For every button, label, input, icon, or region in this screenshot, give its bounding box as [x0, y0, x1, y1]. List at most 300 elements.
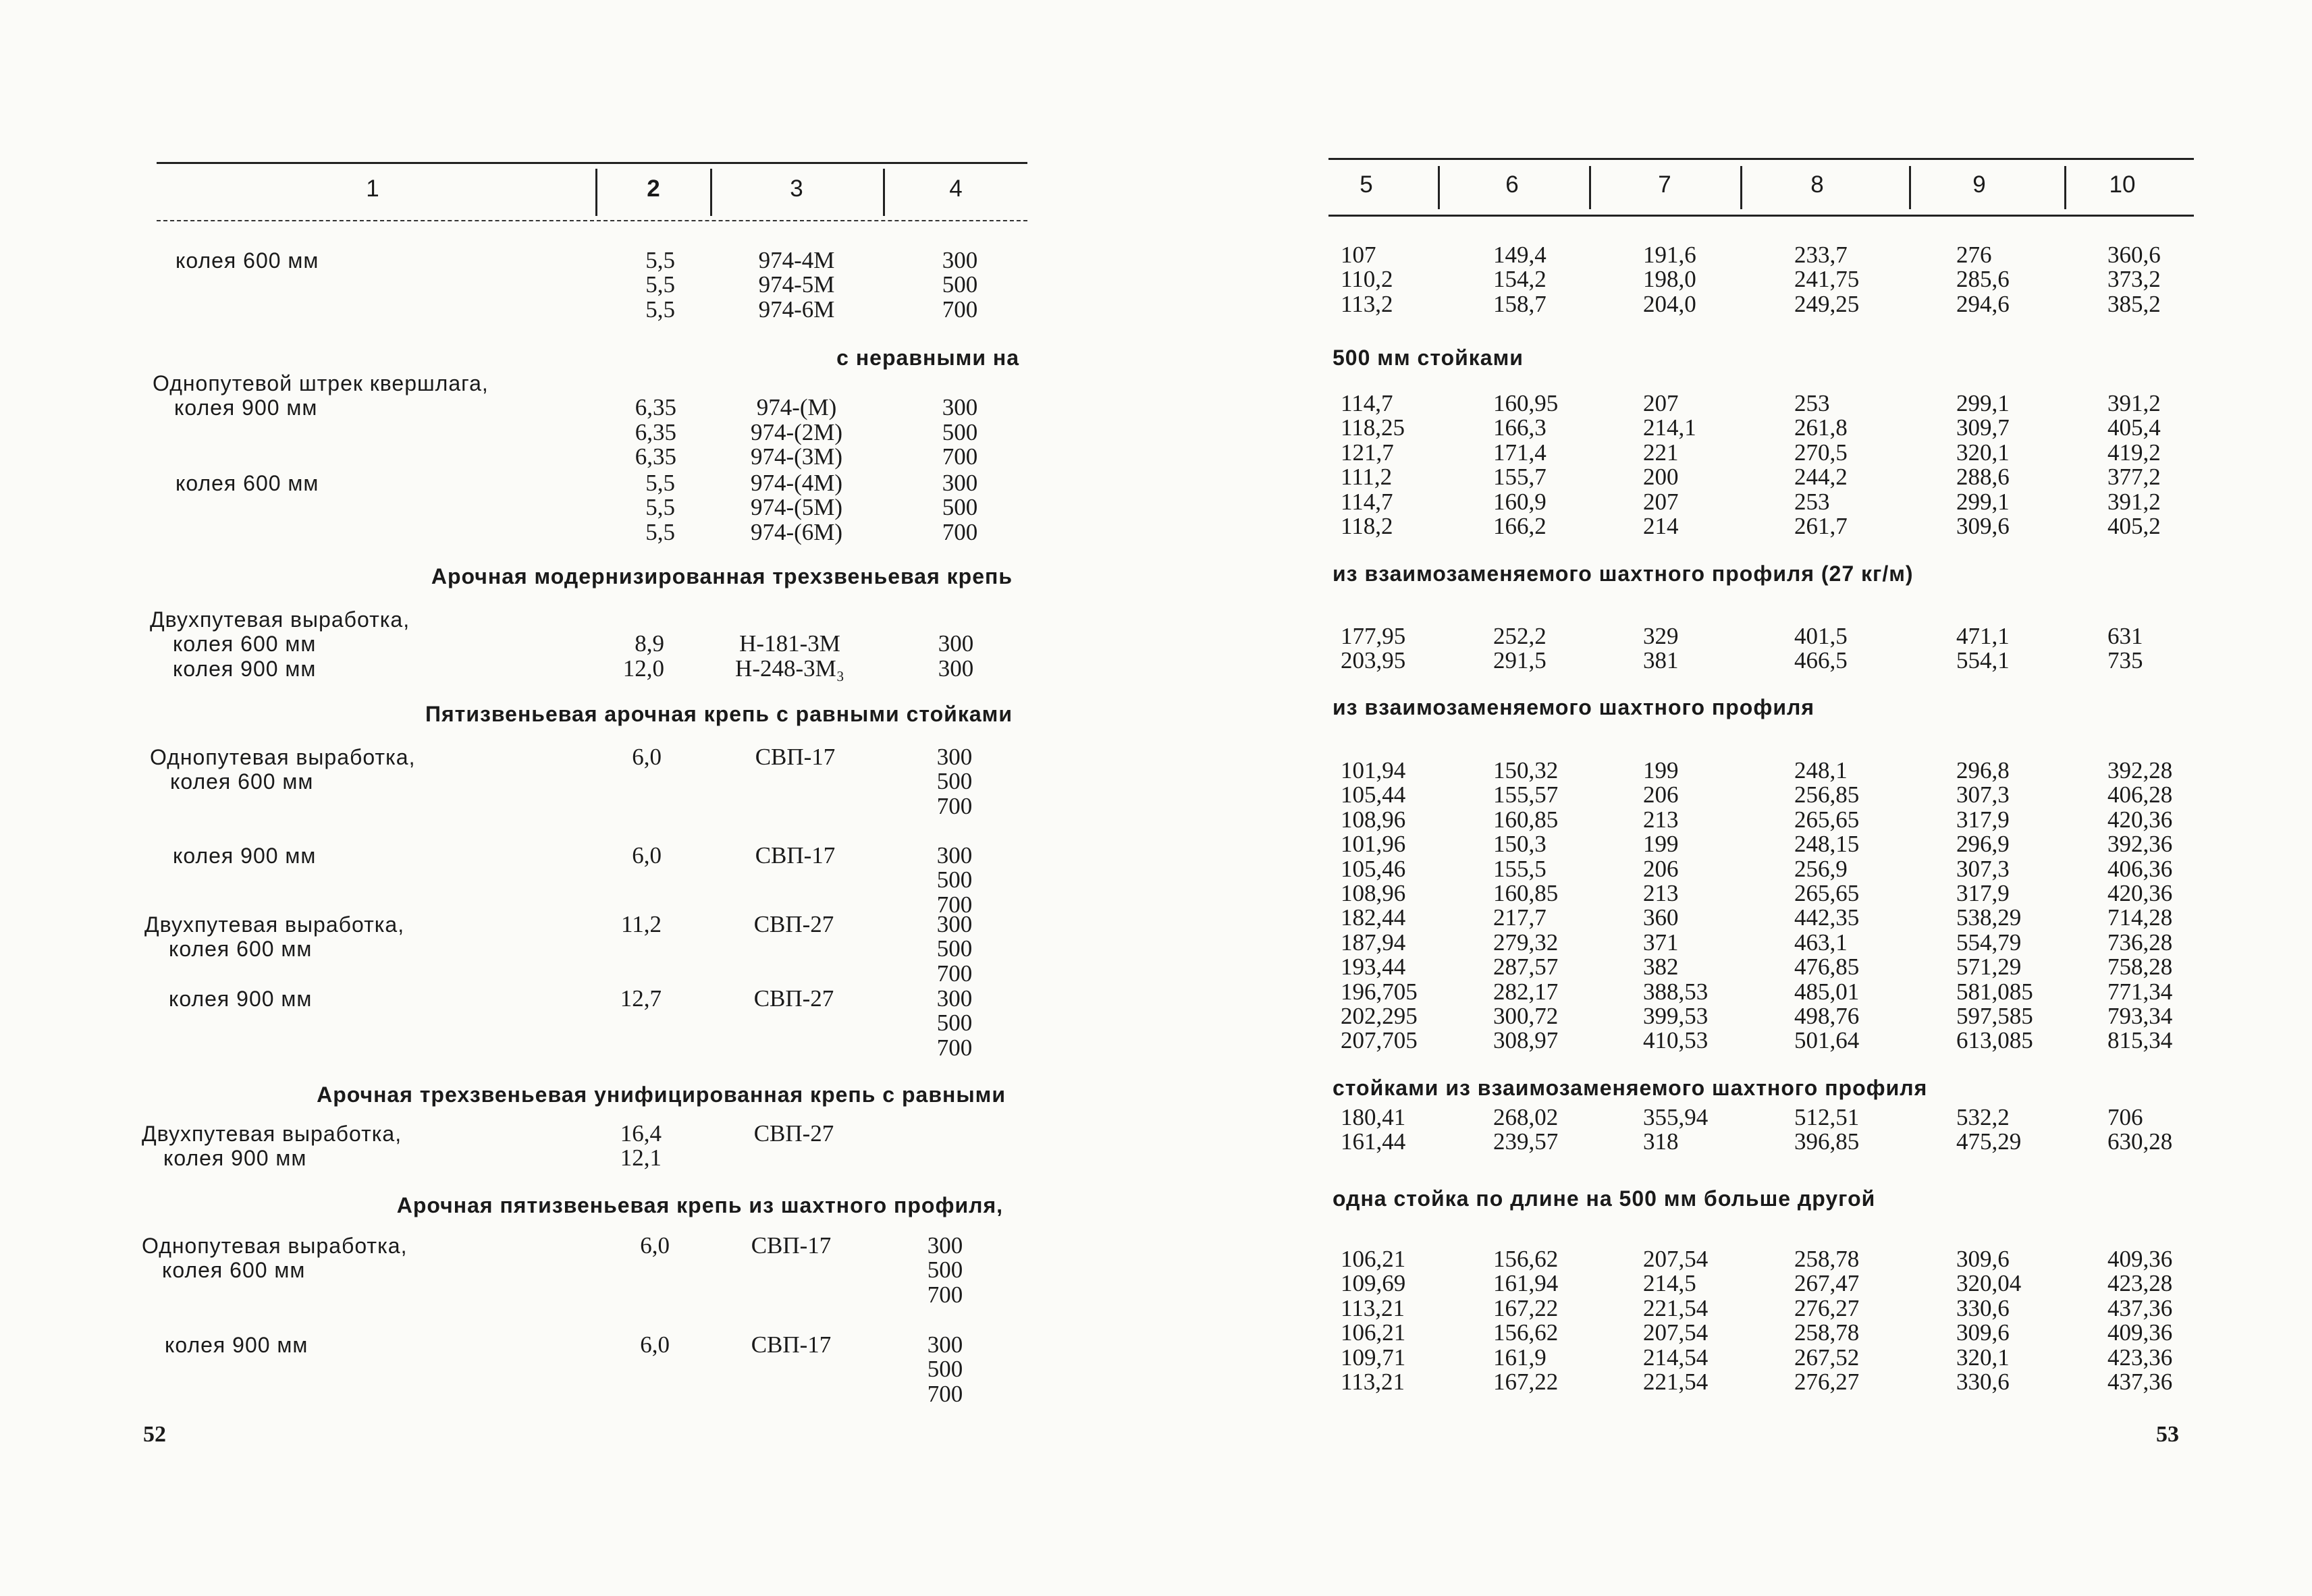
- table-cell: 221: [1643, 439, 1679, 466]
- page-number: 53: [2156, 1422, 2179, 1447]
- table-cell: 308,97: [1493, 1027, 1559, 1054]
- cell-col4: 700: [936, 792, 973, 819]
- table-cell: 329: [1643, 623, 1679, 649]
- table-cell: 160,9: [1493, 488, 1547, 515]
- cell-col2: 6,0: [640, 1331, 670, 1358]
- table-cell: 113,21: [1341, 1294, 1405, 1321]
- table-cell: 241,75: [1794, 266, 1860, 293]
- table-cell: 282,17: [1493, 978, 1559, 1005]
- cell-col4: 700: [936, 1034, 973, 1061]
- cell-col4: 300: [936, 985, 973, 1012]
- header-divider: [2064, 166, 2066, 209]
- table-cell: 296,9: [1956, 831, 2010, 858]
- table-cell: 199: [1643, 831, 1679, 858]
- table-cell: 268,02: [1493, 1104, 1559, 1130]
- table-cell: 253: [1794, 488, 1830, 515]
- table-cell: 256,85: [1794, 781, 1860, 808]
- table-cell: 382: [1643, 954, 1679, 981]
- row-label: колея 900 мм: [165, 1333, 308, 1357]
- column-header: 5: [1360, 171, 1373, 198]
- table-cell: 114,7: [1341, 488, 1393, 515]
- table-cell: 270,5: [1794, 439, 1848, 466]
- section-caption: Арочная модернизированная трехзвеньевая крепь: [431, 564, 1013, 588]
- table-cell: 288,6: [1956, 464, 2010, 491]
- table-cell: 381: [1643, 647, 1679, 674]
- table-cell: 118,2: [1341, 513, 1393, 539]
- header-top-rule: [157, 162, 1027, 164]
- table-cell: 198,0: [1643, 266, 1696, 293]
- cell-col3: СВП-27: [753, 985, 834, 1012]
- row-label: Двухпутевая выработка,: [150, 607, 410, 632]
- cell-col3: 974-6М: [758, 296, 835, 323]
- cell-col4: 300: [938, 655, 974, 682]
- table-cell: 207: [1643, 488, 1679, 515]
- table-cell: 501,64: [1794, 1027, 1860, 1054]
- cell-col4: 300: [936, 744, 973, 770]
- table-cell: 771,34: [2107, 978, 2173, 1005]
- cell-col4: 300: [936, 911, 973, 937]
- table-cell: 373,2: [2107, 266, 2161, 293]
- table-cell: 248,15: [1794, 831, 1860, 858]
- table-cell: 150,3: [1493, 831, 1547, 858]
- cell-col4: 300: [927, 1232, 963, 1259]
- table-cell: 538,29: [1956, 904, 2022, 931]
- cell-col2: 12,7: [620, 985, 662, 1012]
- table-cell: 630,28: [2107, 1128, 2173, 1155]
- table-cell: 317,9: [1956, 880, 2010, 906]
- table-cell: 309,7: [1956, 414, 2010, 441]
- row-label: Двухпутевая выработка,: [142, 1122, 402, 1146]
- table-cell: 108,96: [1341, 806, 1406, 833]
- table-cell: 409,36: [2107, 1319, 2173, 1346]
- table-cell: 419,2: [2107, 439, 2161, 466]
- table-cell: 155,7: [1493, 464, 1547, 491]
- table-cell: 105,44: [1341, 781, 1406, 808]
- table-cell: 167,22: [1493, 1294, 1559, 1321]
- table-cell: 265,65: [1794, 806, 1860, 833]
- table-cell: 213: [1643, 880, 1679, 906]
- table-cell: 111,2: [1341, 464, 1393, 491]
- row-label: колея 600 мм: [176, 471, 319, 495]
- table-cell: 154,2: [1493, 266, 1547, 293]
- table-cell: 471,1: [1956, 623, 2010, 649]
- row-label: Однопутевая выработка,: [142, 1234, 408, 1258]
- table-cell: 299,1: [1956, 390, 2010, 416]
- cell-col2: 5,5: [645, 296, 675, 323]
- cell-col3: СВП-17: [751, 1331, 832, 1358]
- table-cell: 392,36: [2107, 831, 2173, 858]
- cell-col4: 300: [942, 247, 978, 273]
- cell-col2: 5,5: [645, 470, 675, 496]
- table-cell: 166,2: [1493, 513, 1547, 539]
- table-cell: 317,9: [1956, 806, 2010, 833]
- cell-col2: 12,1: [620, 1145, 662, 1172]
- table-cell: 118,25: [1341, 414, 1405, 441]
- cell-col3: Н-181-3М: [739, 630, 840, 657]
- table-cell: 113,21: [1341, 1369, 1405, 1395]
- table-cell: 109,71: [1341, 1344, 1406, 1371]
- cell-col4: 300: [942, 394, 978, 421]
- table-cell: 221,54: [1643, 1369, 1709, 1395]
- table-cell: 309,6: [1956, 1319, 2010, 1346]
- table-cell: 391,2: [2107, 390, 2161, 416]
- table-cell: 261,8: [1794, 414, 1848, 441]
- cell-col2: 16,4: [620, 1120, 662, 1147]
- table-cell: 221,54: [1643, 1294, 1709, 1321]
- table-cell: 156,62: [1493, 1319, 1559, 1346]
- table-cell: 156,62: [1493, 1246, 1559, 1272]
- table-cell: 793,34: [2107, 1003, 2173, 1029]
- cell-col3: СВП-17: [755, 744, 836, 770]
- column-header: 4: [949, 175, 963, 202]
- table-cell: 307,3: [1956, 781, 2010, 808]
- table-cell: 187,94: [1341, 929, 1406, 956]
- cell-col2: 12,0: [622, 655, 664, 682]
- table-cell: 214,5: [1643, 1270, 1696, 1297]
- cell-col2: 6,0: [632, 842, 662, 869]
- table-cell: 423,28: [2107, 1270, 2173, 1297]
- section-caption: стойками из взаимозаменяемого шахтного профиля: [1333, 1076, 1928, 1100]
- section-caption: Пятизвеньевая арочная крепь с равными стойками: [425, 702, 1013, 726]
- table-cell: 110,2: [1341, 266, 1393, 293]
- table-cell: 476,85: [1794, 954, 1860, 981]
- column-header: 6: [1505, 171, 1519, 198]
- table-cell: 149,4: [1493, 242, 1547, 268]
- table-cell: 113,2: [1341, 290, 1393, 317]
- table-cell: 233,7: [1794, 242, 1848, 268]
- header-top-rule: [1328, 158, 2194, 160]
- cell-col4: 500: [927, 1356, 963, 1383]
- table-cell: 706: [2107, 1104, 2143, 1130]
- table-cell: 285,6: [1956, 266, 2010, 293]
- table-cell: 180,41: [1341, 1104, 1406, 1130]
- table-cell: 758,28: [2107, 954, 2173, 981]
- table-cell: 258,78: [1794, 1246, 1860, 1272]
- table-cell: 202,295: [1341, 1003, 1418, 1029]
- table-cell: 405,4: [2107, 414, 2161, 441]
- cell-col4: 300: [936, 842, 973, 869]
- row-label: Однопутевой штрек квершлага,: [153, 371, 489, 395]
- header-divider: [595, 169, 597, 216]
- cell-col2: 5,5: [645, 518, 675, 545]
- cell-col3: 974-(6М): [750, 518, 843, 545]
- table-cell: 532,2: [1956, 1104, 2010, 1130]
- table-cell: 309,6: [1956, 513, 2010, 539]
- table-cell: 320,1: [1956, 439, 2010, 466]
- table-cell: 101,96: [1341, 831, 1406, 858]
- table-cell: 736,28: [2107, 929, 2173, 956]
- cell-col4: 700: [927, 1281, 963, 1308]
- table-cell: 160,95: [1493, 390, 1559, 416]
- table-cell: 108,96: [1341, 880, 1406, 906]
- table-cell: 107: [1341, 242, 1376, 268]
- table-cell: 815,34: [2107, 1027, 2173, 1054]
- row-label: колея 600 мм: [170, 769, 314, 794]
- cell-col2: 11,2: [621, 911, 662, 937]
- table-cell: 309,6: [1956, 1246, 2010, 1272]
- cell-col3: 974-(5М): [750, 494, 843, 521]
- table-cell: 735: [2107, 647, 2143, 674]
- cell-col2: 5,5: [645, 271, 675, 298]
- table-cell: 442,35: [1794, 904, 1860, 931]
- section-caption: из взаимозаменяемого шахтного профиля: [1333, 695, 1814, 719]
- page-number: 52: [143, 1422, 166, 1447]
- cell-col3: 974-(М): [756, 394, 837, 421]
- cell-col4: 700: [936, 960, 973, 987]
- table-cell: 150,32: [1493, 757, 1559, 783]
- right-page: [1156, 0, 2312, 1596]
- table-cell: 320,1: [1956, 1344, 2010, 1371]
- cell-col3: 974-(3М): [750, 443, 843, 470]
- table-cell: 258,78: [1794, 1319, 1860, 1346]
- column-header: 7: [1658, 171, 1671, 198]
- table-cell: 330,6: [1956, 1294, 2010, 1321]
- table-cell: 252,2: [1493, 623, 1547, 649]
- cell-col3: СВП-27: [753, 1120, 834, 1147]
- table-cell: 207,54: [1643, 1319, 1709, 1346]
- cell-col4: 500: [936, 866, 973, 893]
- table-cell: 299,1: [1956, 488, 2010, 515]
- row-label: колея 900 мм: [163, 1146, 307, 1171]
- table-cell: 206: [1643, 781, 1679, 808]
- row-label: колея 900 мм: [173, 844, 317, 868]
- table-cell: 581,085: [1956, 978, 2033, 1005]
- row-label: колея 900 мм: [174, 395, 318, 420]
- column-header: 1: [366, 175, 379, 202]
- table-cell: 287,57: [1493, 954, 1559, 981]
- table-cell: 475,29: [1956, 1128, 2022, 1155]
- cell-col2: 8,9: [635, 630, 664, 657]
- cell-col3: СВП-17: [755, 842, 836, 869]
- table-cell: 320,04: [1956, 1270, 2022, 1297]
- header-divider: [1438, 166, 1440, 209]
- table-cell: 214: [1643, 513, 1679, 539]
- cell-col4: 500: [942, 494, 978, 521]
- table-cell: 463,1: [1794, 929, 1848, 956]
- table-cell: 160,85: [1493, 880, 1559, 906]
- table-cell: 409,36: [2107, 1246, 2173, 1272]
- table-cell: 167,22: [1493, 1369, 1559, 1395]
- table-cell: 101,94: [1341, 757, 1406, 783]
- table-cell: 423,36: [2107, 1344, 2173, 1371]
- table-cell: 267,52: [1794, 1344, 1860, 1371]
- column-header: 8: [1810, 171, 1824, 198]
- table-cell: 437,36: [2107, 1369, 2173, 1395]
- table-cell: 554,1: [1956, 647, 2010, 674]
- column-header: 3: [790, 175, 803, 202]
- table-cell: 109,69: [1341, 1270, 1406, 1297]
- cell-col3: Н-248-3М₃: [735, 655, 844, 682]
- table-cell: 199: [1643, 757, 1679, 783]
- table-cell: 161,94: [1493, 1270, 1559, 1297]
- cell-col4: 500: [927, 1257, 963, 1284]
- header-divider: [883, 169, 885, 216]
- table-cell: 105,46: [1341, 855, 1406, 882]
- table-cell: 294,6: [1956, 290, 2010, 317]
- table-cell: 203,95: [1341, 647, 1406, 674]
- cell-col2: 6,0: [632, 744, 662, 770]
- table-cell: 207,705: [1341, 1027, 1418, 1054]
- cell-col3: 974-(4М): [750, 470, 843, 496]
- table-cell: 200: [1643, 464, 1679, 491]
- table-cell: 244,2: [1794, 464, 1848, 491]
- table-cell: 714,28: [2107, 904, 2173, 931]
- table-cell: 279,32: [1493, 929, 1559, 956]
- table-cell: 207: [1643, 390, 1679, 416]
- table-cell: 261,7: [1794, 513, 1848, 539]
- table-cell: 213: [1643, 806, 1679, 833]
- table-cell: 206: [1643, 855, 1679, 882]
- row-label: колея 600 мм: [162, 1258, 306, 1283]
- table-cell: 256,9: [1794, 855, 1848, 882]
- cell-col2: 5,5: [645, 494, 675, 521]
- table-cell: 406,36: [2107, 855, 2173, 882]
- cell-col4: 700: [942, 518, 978, 545]
- table-cell: 355,94: [1643, 1104, 1709, 1130]
- table-cell: 214,1: [1643, 414, 1696, 441]
- row-label: колея 600 мм: [169, 937, 313, 962]
- table-cell: 276: [1956, 242, 1992, 268]
- table-cell: 161,44: [1341, 1128, 1406, 1155]
- cell-col4: 300: [938, 630, 974, 657]
- cell-col2: 5,5: [645, 247, 675, 273]
- cell-col3: СВП-27: [753, 911, 834, 937]
- section-caption: Арочная трехзвеньевая унифицированная крепь с равными: [317, 1082, 1006, 1107]
- table-cell: 193,44: [1341, 954, 1406, 981]
- table-cell: 182,44: [1341, 904, 1406, 931]
- table-cell: 300,72: [1493, 1003, 1559, 1029]
- table-cell: 597,585: [1956, 1003, 2033, 1029]
- table-cell: 106,21: [1341, 1246, 1406, 1272]
- header-divider: [1589, 166, 1591, 209]
- table-cell: 276,27: [1794, 1294, 1860, 1321]
- header-divider: [1909, 166, 1911, 209]
- row-label: колея 900 мм: [169, 987, 313, 1011]
- cell-col4: 700: [927, 1380, 963, 1407]
- table-cell: 253: [1794, 390, 1830, 416]
- table-cell: 485,01: [1794, 978, 1860, 1005]
- table-cell: 385,2: [2107, 290, 2161, 317]
- table-cell: 399,53: [1643, 1003, 1709, 1029]
- table-cell: 204,0: [1643, 290, 1696, 317]
- section-caption: Арочная пятизвеньевая крепь из шахтного профиля,: [396, 1193, 1003, 1217]
- table-cell: 155,57: [1493, 781, 1559, 808]
- section-caption: 500 мм стойками: [1333, 346, 1524, 370]
- cell-col3: 974-4М: [758, 247, 835, 273]
- table-cell: 191,6: [1643, 242, 1696, 268]
- header-bottom-rule: [1328, 215, 2194, 217]
- table-cell: 498,76: [1794, 1003, 1860, 1029]
- table-cell: 214,54: [1643, 1344, 1709, 1371]
- table-cell: 466,5: [1794, 647, 1848, 674]
- table-cell: 267,47: [1794, 1270, 1860, 1297]
- table-cell: 177,95: [1341, 623, 1406, 649]
- table-cell: 291,5: [1493, 647, 1547, 674]
- cell-col2: 6,35: [635, 418, 676, 445]
- cell-col4: 300: [942, 470, 978, 496]
- cell-col4: 500: [936, 1010, 973, 1037]
- table-cell: 554,79: [1956, 929, 2022, 956]
- table-cell: 239,57: [1493, 1128, 1559, 1155]
- cell-col2: 6,35: [635, 394, 676, 421]
- column-header: 2: [647, 175, 660, 202]
- cell-col2: 6,35: [635, 443, 676, 470]
- table-cell: 437,36: [2107, 1294, 2173, 1321]
- table-cell: 161,9: [1493, 1344, 1547, 1371]
- table-cell: 114,7: [1341, 390, 1393, 416]
- cell-col4: 500: [942, 418, 978, 445]
- cell-col4: 700: [942, 443, 978, 470]
- table-cell: 377,2: [2107, 464, 2161, 491]
- table-cell: 217,7: [1493, 904, 1547, 931]
- table-cell: 410,53: [1643, 1027, 1709, 1054]
- table-cell: 360: [1643, 904, 1679, 931]
- row-label: колея 600 мм: [173, 632, 317, 657]
- table-cell: 613,085: [1956, 1027, 2033, 1054]
- header-bottom-rule: [157, 220, 1027, 221]
- table-cell: 106,21: [1341, 1319, 1406, 1346]
- table-cell: 420,36: [2107, 880, 2173, 906]
- table-cell: 296,8: [1956, 757, 2010, 783]
- cell-col4: 500: [936, 935, 973, 962]
- table-cell: 155,5: [1493, 855, 1547, 882]
- row-label: колея 600 мм: [176, 248, 319, 273]
- table-cell: 330,6: [1956, 1369, 2010, 1395]
- table-cell: 392,28: [2107, 757, 2173, 783]
- row-label: колея 900 мм: [173, 656, 317, 681]
- table-cell: 401,5: [1794, 623, 1848, 649]
- cell-col2: 6,0: [640, 1232, 670, 1259]
- column-header: 10: [2109, 171, 2136, 198]
- table-cell: 388,53: [1643, 978, 1709, 1005]
- header-divider: [1740, 166, 1742, 209]
- table-cell: 318: [1643, 1128, 1679, 1155]
- table-cell: 405,2: [2107, 513, 2161, 539]
- table-cell: 249,25: [1794, 290, 1860, 317]
- column-header: 9: [1972, 171, 1986, 198]
- header-divider: [710, 169, 712, 216]
- table-cell: 512,51: [1794, 1104, 1860, 1130]
- table-cell: 121,7: [1341, 439, 1394, 466]
- table-cell: 391,2: [2107, 488, 2161, 515]
- section-caption: из взаимозаменяемого шахтного профиля (27 кг/м): [1333, 561, 1914, 586]
- table-cell: 166,3: [1493, 414, 1547, 441]
- table-cell: 160,85: [1493, 806, 1559, 833]
- table-cell: 571,29: [1956, 954, 2022, 981]
- cell-col4: 300: [927, 1331, 963, 1358]
- table-cell: 307,3: [1956, 855, 2010, 882]
- cell-col4: 500: [936, 768, 973, 795]
- row-label: Двухпутевая выработка,: [144, 912, 405, 937]
- table-cell: 360,6: [2107, 242, 2161, 268]
- table-cell: 171,4: [1493, 439, 1547, 466]
- section-caption: с неравными на: [836, 346, 1019, 370]
- cell-col4: 500: [942, 271, 978, 298]
- table-cell: 396,85: [1794, 1128, 1860, 1155]
- table-cell: 248,1: [1794, 757, 1848, 783]
- table-cell: 276,27: [1794, 1369, 1860, 1395]
- cell-col3: 974-(2М): [750, 418, 843, 445]
- table-cell: 196,705: [1341, 978, 1418, 1005]
- table-cell: 420,36: [2107, 806, 2173, 833]
- table-cell: 158,7: [1493, 290, 1547, 317]
- cell-col4: 700: [942, 296, 978, 323]
- table-cell: 265,65: [1794, 880, 1860, 906]
- cell-col4: 700: [936, 891, 973, 918]
- row-label: Однопутевая выработка,: [150, 745, 416, 769]
- cell-col3: 974-5М: [758, 271, 835, 298]
- table-cell: 371: [1643, 929, 1679, 956]
